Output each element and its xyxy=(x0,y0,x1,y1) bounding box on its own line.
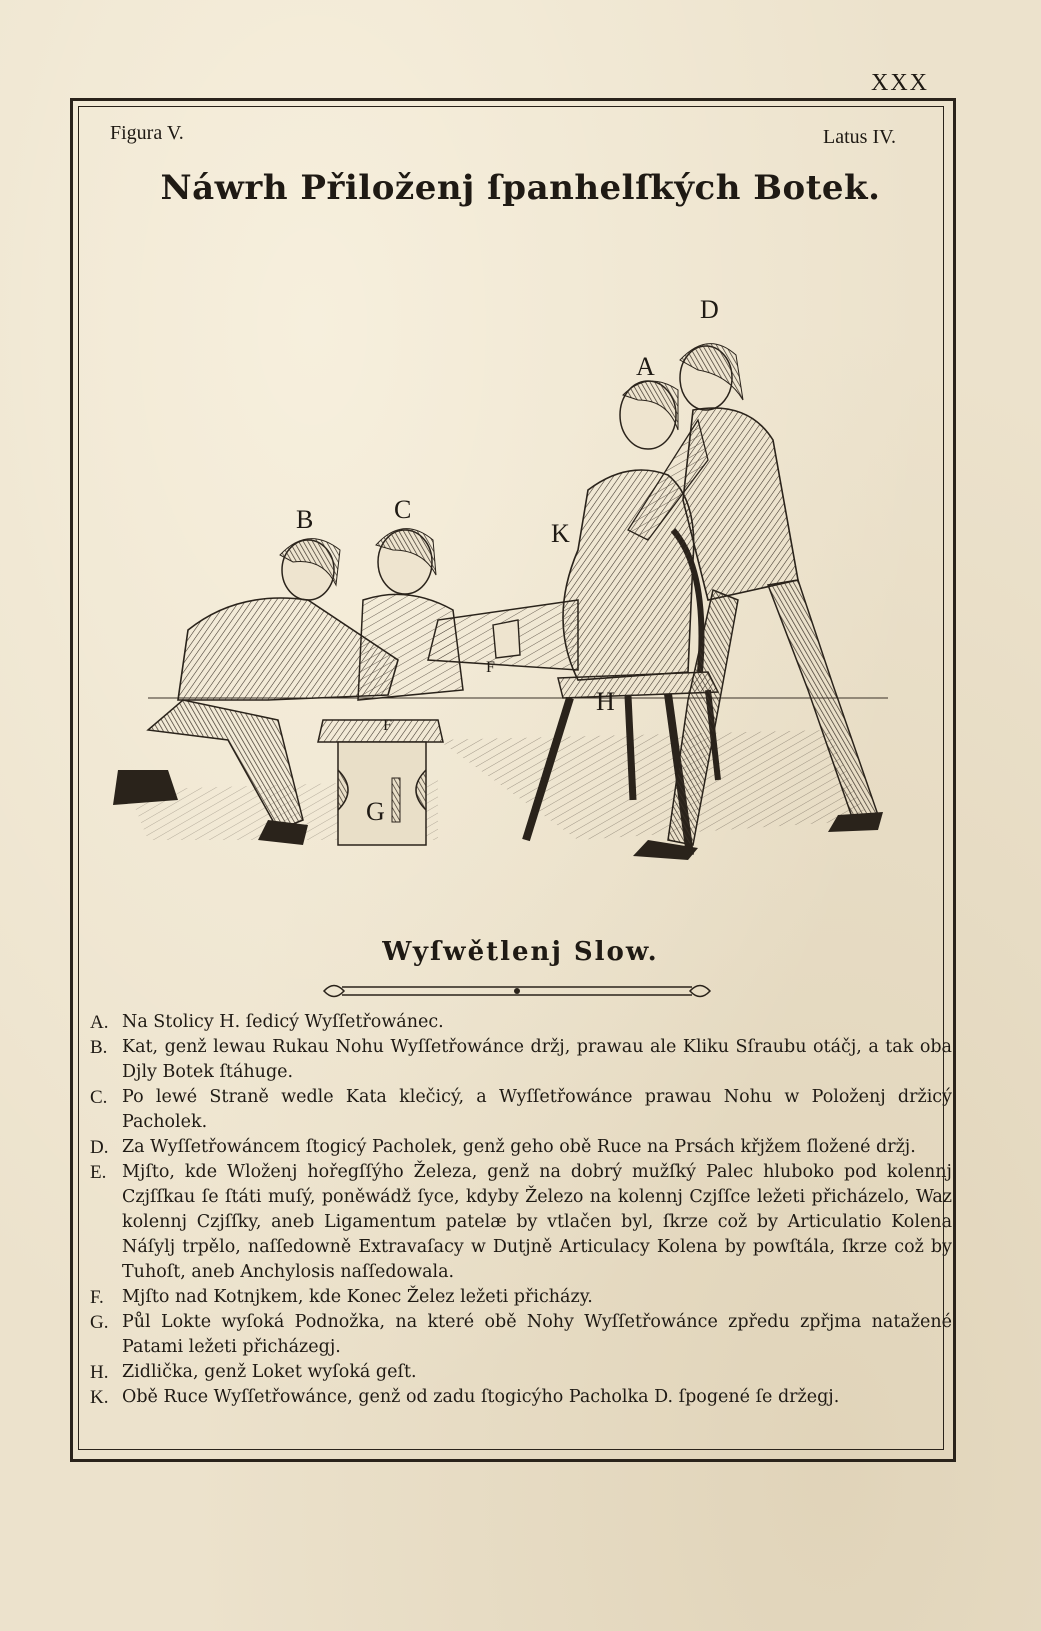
legend-key: C. xyxy=(90,1087,108,1108)
floor-shadow xyxy=(438,730,868,840)
legend-text: Obě Ruce Wyſſetřowánce, genž od zadu ſtogicýho Pacholka D. ſpogené ſe držegj. xyxy=(122,1387,840,1407)
legend-item-h xyxy=(90,1360,952,1385)
legend-item-c xyxy=(90,1085,952,1135)
legend-item-b xyxy=(90,1035,952,1085)
legend-item-d xyxy=(90,1135,952,1160)
legend-list xyxy=(90,1010,952,1410)
plate-title: Náwrh Přiloženj ſpanhelſkých Botek. xyxy=(160,168,881,208)
page-number: XXX xyxy=(871,70,929,96)
illustration-label-f2: F xyxy=(383,717,392,734)
illustration-label-k: K xyxy=(551,519,570,548)
legend-text: Půl Lokte wyſoká Podnožka, na které obě Nohy Wyſſetřowánce zpředu zpřjma natažené Patami ležeti přicházegj. xyxy=(122,1312,952,1357)
illustration-label-b: B xyxy=(296,505,314,534)
figure-label: Figura V. xyxy=(110,122,184,144)
ornament-divider xyxy=(322,980,712,1002)
illustration-label-g: G xyxy=(366,797,385,826)
legend-title: Wyſwětlenj Slow. xyxy=(382,937,659,967)
legend-text: Mjſto, kde Wloženj hořegſſýho Železa, genž na dobrý mužſký Palec hluboko pod kolennj Czjſſkau ſe ſtáti muſý, poněwádž ſyce, kdyby Železo na kolennj Czjſſce ležeti přicházelo, Waz kolennj Czjſſky, aneb Ligamentum patelæ by vtlačen byl, ſkrze což by Articulatio Kolena Náſylj trpělo, naſſedowně Extravaſacy w Dutjně Articulacy Kolena by powſtála, ſkrze což by Tuhoſt, aneb Anchylosis naſſedowala. xyxy=(122,1162,952,1282)
legend-text: Zidlička, genž Loket wyſoká geſt. xyxy=(122,1362,417,1382)
legend-key: H. xyxy=(90,1362,109,1383)
legend-key: K. xyxy=(90,1387,109,1408)
engraving-illustration xyxy=(108,300,918,900)
legend-key: F. xyxy=(90,1287,104,1308)
legend-key: A. xyxy=(90,1012,109,1033)
illustration-label-c: C xyxy=(394,495,412,524)
legend-item-k xyxy=(90,1385,952,1410)
legend-key: B. xyxy=(90,1037,108,1058)
legend-text: Mjſto nad Kotnjkem, kde Konec Želez ležeti přicházy. xyxy=(122,1287,593,1307)
legend-item-e xyxy=(90,1160,952,1285)
legend-item-g xyxy=(90,1310,952,1360)
legend-text: Za Wyſſetřowáncem ſtogicý Pacholek, genž geho obě Ruce na Prsách křjžem ſložené držj. xyxy=(122,1137,916,1157)
legend-item-f xyxy=(90,1285,952,1310)
side-label: Latus IV. xyxy=(823,126,896,148)
illustration-label-h: H xyxy=(596,687,615,716)
legend-key: D. xyxy=(90,1137,109,1158)
illustration-label-f1: F xyxy=(486,659,495,676)
legend-text: Po lewé Straně wedle Kata klečicý, a Wyſſetřowánce prawau Nohu w Položenj držicý Pacholek. xyxy=(122,1087,952,1132)
legend-key: E. xyxy=(90,1162,107,1183)
illustration-label-d: D xyxy=(700,300,719,324)
illustration-label-a: A xyxy=(636,352,655,381)
legend-key: G. xyxy=(90,1312,109,1333)
legend-text: Na Stolicy H. ſedicý Wyſſetřowánec. xyxy=(122,1012,444,1032)
legend-text: Kat, genž lewau Rukau Nohu Wyſſetřowánce držj, prawau ale Kliku Sſraubu otáčj, a tak oba Djly Botek ſtáhuge. xyxy=(122,1037,952,1082)
legend-item-a xyxy=(90,1010,952,1035)
